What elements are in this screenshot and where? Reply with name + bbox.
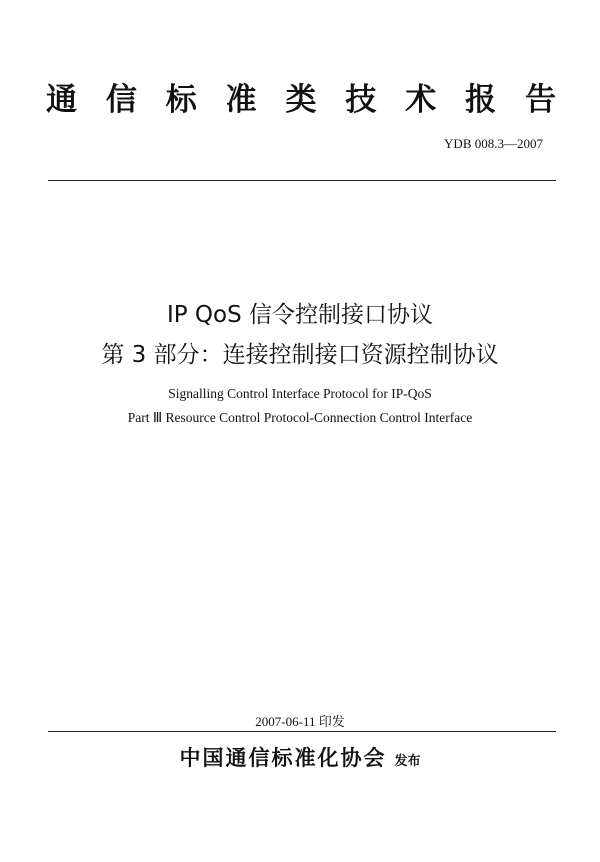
- english-title-line-1: Signalling Control Interface Protocol for IP-QoS: [168, 386, 432, 401]
- chinese-title-line-2: 第 3 部分：连接控制接口资源控制协议: [101, 342, 499, 368]
- publisher-name: 中国通信标准化协会: [179, 746, 387, 770]
- english-title-line-2: Part Ⅲ Resource Control Protocol-Connection Control Interface: [127, 410, 473, 425]
- report-type-char: 信: [105, 82, 137, 118]
- report-type-char: 标: [165, 82, 197, 118]
- report-type-heading: [46, 74, 556, 119]
- report-type-char: 告: [525, 82, 556, 118]
- publisher-line: [0, 742, 600, 772]
- issue-date: 2007-06-11 印发: [255, 714, 345, 729]
- bottom-divider: [48, 731, 556, 732]
- report-type-char: 术: [405, 82, 437, 118]
- report-type-char: 报: [465, 82, 497, 118]
- standard-number: YDB 008.3—2007: [444, 136, 543, 151]
- report-type-char: 技: [345, 82, 377, 118]
- chinese-title-line-1: IP QoS 信令控制接口协议: [166, 302, 434, 328]
- top-divider: [48, 180, 556, 181]
- report-type-char: 通: [46, 82, 77, 118]
- report-type-char: 准: [225, 82, 257, 118]
- publisher-verb: 发布: [394, 754, 421, 769]
- report-type-char: 类: [285, 82, 317, 118]
